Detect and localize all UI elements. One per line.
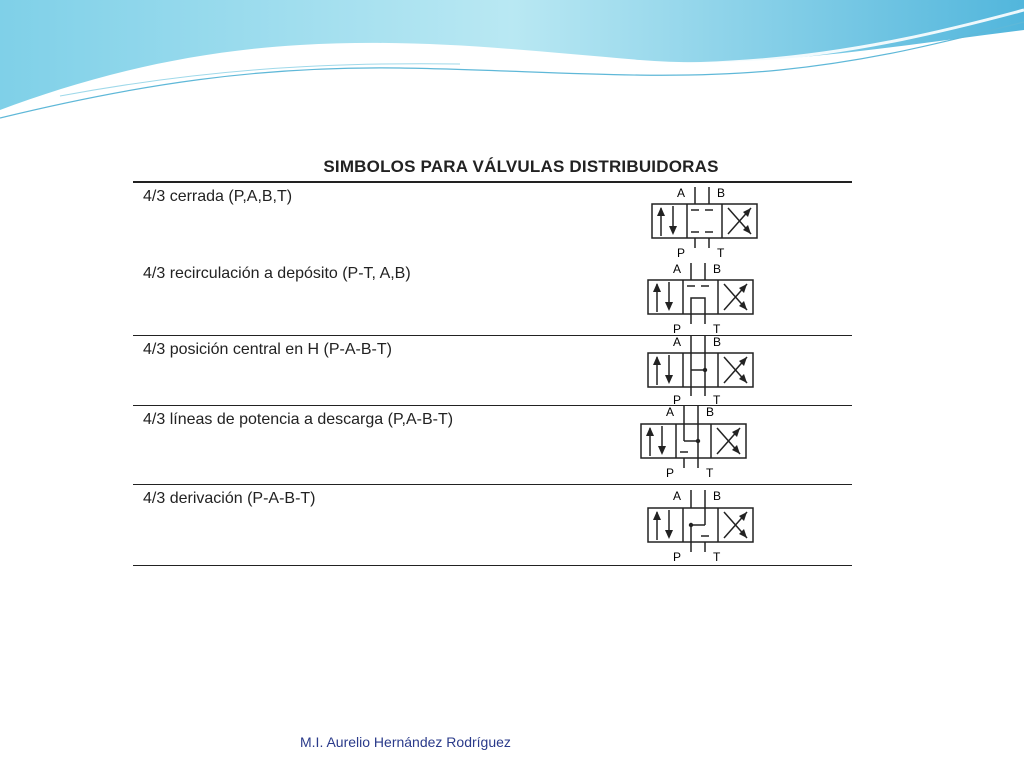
svg-text:A: A [673, 262, 682, 276]
valve-symbol-closed [647, 184, 763, 259]
svg-text:T: T [713, 393, 721, 406]
svg-text:B: B [706, 405, 715, 419]
row-divider [133, 484, 852, 485]
row-label-closed: 4/3 cerrada (P,A,B,T) [143, 188, 293, 205]
svg-text:B: B [717, 186, 726, 200]
valve-symbol-h-center [643, 334, 759, 406]
row-label-power-discharge: 4/3 líneas de potencia a descarga (P,A-B-T) [143, 411, 454, 428]
svg-text:P: P [666, 466, 675, 479]
row-label-bypass: 4/3 derivación (P-A-B-T) [143, 490, 316, 507]
figure-title: SIMBOLOS PARA VÁLVULAS DISTRIBUIDORAS [323, 157, 719, 176]
svg-text:T: T [713, 322, 721, 335]
svg-text:P: P [673, 550, 682, 563]
svg-text:A: A [666, 405, 675, 419]
svg-text:T: T [713, 550, 721, 563]
valve-symbol-power-discharge [636, 403, 752, 479]
svg-text:T: T [717, 246, 725, 259]
valve-symbol-recirculation [643, 260, 759, 335]
svg-text:A: A [673, 335, 682, 349]
valve-symbol-bypass [643, 487, 759, 563]
row-divider [133, 565, 852, 566]
valve-symbols-figure [133, 157, 914, 615]
header-rule [133, 181, 852, 183]
svg-text:P: P [673, 393, 682, 406]
svg-text:T: T [706, 466, 714, 479]
author-footer: M.I. Aurelio Hernández Rodríguez [300, 734, 511, 750]
svg-text:P: P [673, 322, 682, 335]
svg-text:B: B [713, 335, 722, 349]
svg-text:A: A [673, 489, 682, 503]
header-wave-decoration [0, 0, 1024, 120]
svg-text:P: P [677, 246, 686, 259]
svg-text:B: B [713, 262, 722, 276]
row-label-recirculation: 4/3 recirculación a depósito (P-T, A,B) [143, 265, 411, 282]
svg-text:B: B [713, 489, 722, 503]
row-label-h-center: 4/3 posición central en H (P-A-B-T) [143, 341, 392, 358]
svg-text:A: A [677, 186, 686, 200]
